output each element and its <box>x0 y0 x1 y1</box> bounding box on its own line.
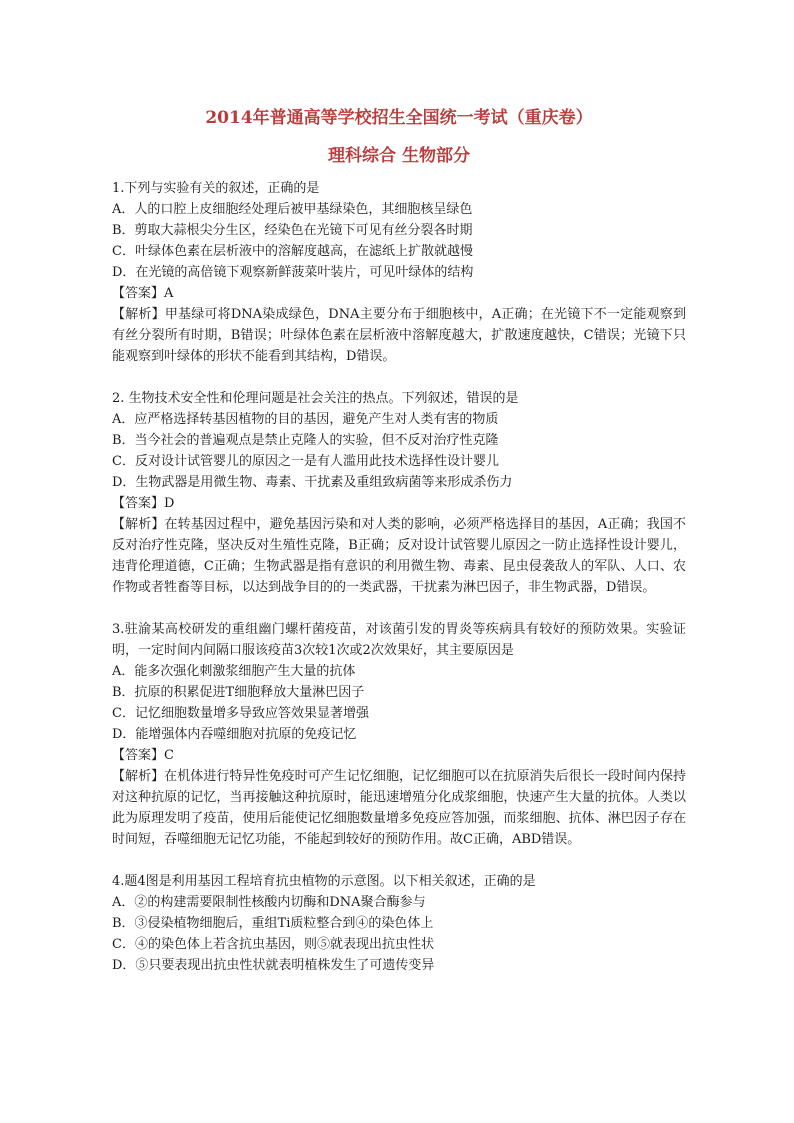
analysis: 【解析】在机体进行特异性免疫时可产生记忆细胞，记忆细胞可以在抗原消失后很长一段时间内保持对这种抗原的记忆，当再接触这种抗原时，能迅速增殖分化成浆细胞，快速产生大量的抗体。人类以此为原理发明了疫苗，使用后能使记忆细胞数量增多免疫应答加强，而浆细胞、抗体、淋巴因子存在时间短，吞噬细胞无记忆功能，不能起到较好的预防作用。故C正确，ABD错误。 <box>112 769 686 847</box>
analysis: 【解析】甲基绿可将DNA染成绿色，DNA主要分布于细胞核中，A正确；在光镜下不一定能观察到有丝分裂所有时期，B错误；叶绿体色素在层析液中溶解度越大，扩散速度越快，C错误；光镜下只能观察到叶绿体的形状不能看到其结构，D错误。 <box>112 307 686 364</box>
question-1 <box>112 178 686 367</box>
option-b: B．③侵染植物细胞后，重组Ti质粒整合到④的染色体上 <box>112 916 434 931</box>
answer: 【答案】D <box>112 496 175 511</box>
option-d: D．生物武器是用微生物、毒素、干扰素及重组致病菌等来形成杀伤力 <box>112 475 513 490</box>
question-4 <box>112 871 686 976</box>
question-stem: 1.下列与实验有关的叙述，正确的是 <box>112 181 320 196</box>
option-a: A．应严格选择转基因植物的目的基因，避免产生对人类有害的物质 <box>112 412 499 427</box>
question-stem: 4.题4图是利用基因工程培育抗虫植物的示意图。以下相关叙述，正确的是 <box>112 874 536 889</box>
option-d: D．⑤只要表现出抗虫性状就表明植株发生了可遗传变异 <box>112 958 435 973</box>
analysis: 【解析】在转基因过程中，避免基因污染和对人类的影响，必须严格选择目的基因，A正确；我国不反对治疗性克隆，坚决反对生殖性克隆，B正确；反对设计试管婴儿原因之一防止选择性设计婴儿，违背伦理道德，C正确；生物武器是指有意识的利用微生物、毒素、昆虫侵袭敌人的军队、人口、农作物或者牲畜等目标，以达到战争目的的一类武器，干扰素为淋巴因子，非生物武器，D错误。 <box>112 517 686 595</box>
option-b: B．剪取大蒜根尖分生区，经染色在光镜下可见有丝分裂各时期 <box>112 223 473 238</box>
option-a: A．人的口腔上皮细胞经处理后被甲基绿染色，其细胞核呈绿色 <box>112 202 473 217</box>
question-stem: 3.驻渝某高校研发的重组幽门螺杆菌疫苗，对该菌引发的胃炎等疾病具有较好的预防效果。实验证明，一定时间内间隔口服该疫苗3次较1次或2次效果好，其主要原因是 <box>112 622 686 658</box>
option-b: B．抗原的积累促进T细胞释放大量淋巴因子 <box>112 685 365 700</box>
option-c: C．反对设计试管婴儿的原因之一是有人滥用此技术选择性设计婴儿 <box>112 454 499 469</box>
option-c: C．④的染色体上若含抗虫基因，则⑤就表现出抗虫性状 <box>112 937 434 952</box>
option-d: D．能增强体内吞噬细胞对抗原的免疫记忆 <box>112 727 357 742</box>
question-stem: 2. 生物技术安全性和伦理问题是社会关注的热点。下列叙述，错误的是 <box>112 391 519 406</box>
option-b: B．当今社会的普遍观点是禁止克隆人的实验，但不反对治疗性克隆 <box>112 433 499 448</box>
answer: 【答案】C <box>112 748 174 763</box>
question-3 <box>112 619 686 850</box>
document-page <box>112 100 686 997</box>
exam-subtitle: 理科综合 生物部分 <box>328 146 470 166</box>
question-2 <box>112 388 686 598</box>
option-a: A．②的构建需要限制性核酸内切酶和DNA聚合酶参与 <box>112 895 426 910</box>
option-d: D．在光镜的高倍镜下观察新鲜菠菜叶装片，可见叶绿体的结构 <box>112 265 474 280</box>
exam-title: 2014年普通高等学校招生全国统一考试（重庆卷） <box>205 108 593 128</box>
option-c: C．记忆细胞数量增多导致应答效果显著增强 <box>112 706 369 721</box>
option-a: A．能多次强化刺激浆细胞产生大量的抗体 <box>112 664 356 679</box>
option-c: C．叶绿体色素在层析液中的溶解度越高，在滤纸上扩散就越慢 <box>112 244 473 259</box>
answer: 【答案】A <box>112 286 174 301</box>
